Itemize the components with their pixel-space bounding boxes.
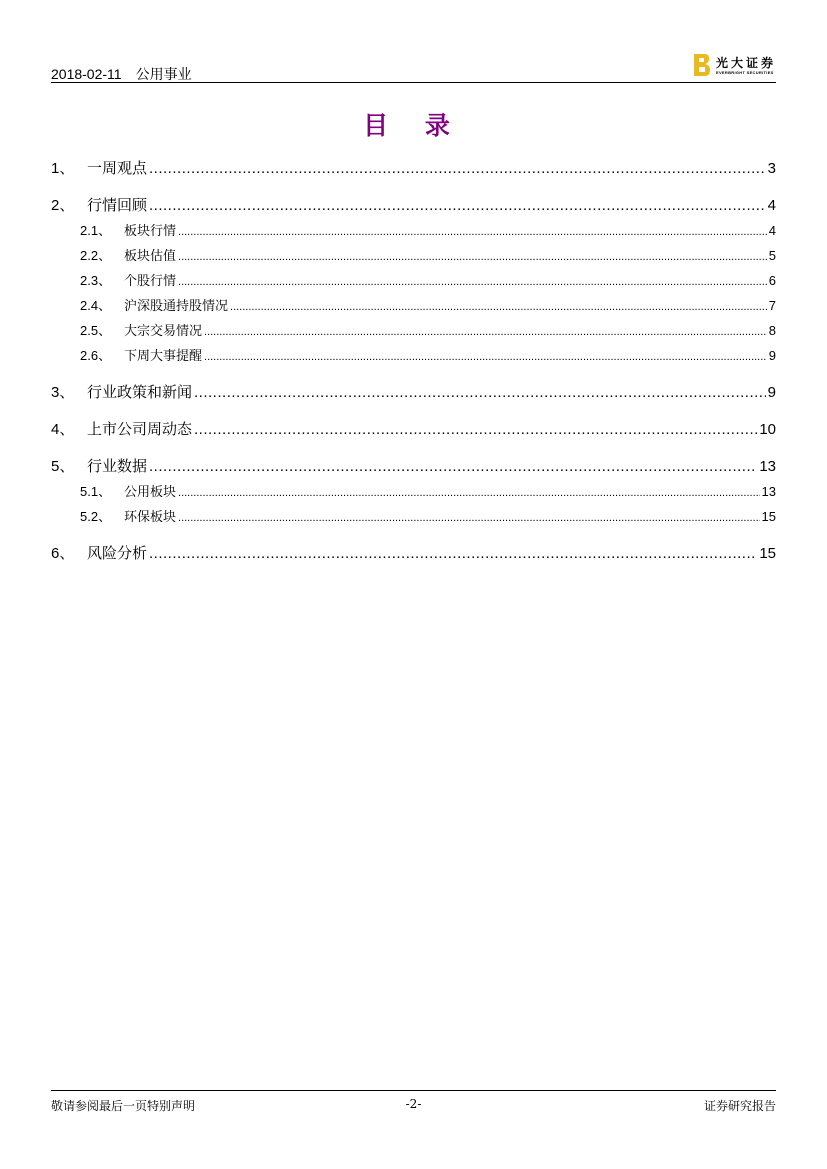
toc-subentry[interactable]: 2.1、 板块行情 ..... 4 (51, 218, 776, 243)
header-info (51, 64, 192, 84)
page-number: -2- (405, 1097, 422, 1111)
toc-subentry[interactable]: 2.6、 下周大事提醒 ..... 9 (51, 343, 776, 380)
footer-doc-type: 证券研究报告 (703, 1099, 776, 1113)
table-of-contents (51, 156, 776, 578)
toc-subentry[interactable]: 2.2、 板块估值 ..... 5 (51, 243, 776, 268)
page-header (51, 50, 776, 83)
logo-text-en: EVERBRIGHT SECURITIES (715, 69, 774, 75)
toc-title: 目 录 (363, 111, 464, 140)
footer-disclaimer: 敬请参阅最后一页特别声明 (51, 1099, 196, 1113)
toc-entry[interactable]: 4、 上市公司周动态 ..... 10 (51, 417, 776, 454)
logo-mark-icon (694, 54, 710, 76)
toc-subentry[interactable]: 2.5、 大宗交易情况 ..... 8 (51, 318, 776, 343)
report-date: 2018-02-11 (51, 66, 122, 82)
toc-entry[interactable]: 6、 风险分析 ..... 15 (51, 541, 776, 578)
report-sector: 公用事业 (135, 66, 192, 82)
toc-subentry[interactable]: 2.3、 个股行情 ..... 6 (51, 268, 776, 293)
toc-subentry[interactable]: 5.1、 公用板块 ..... 13 (51, 479, 776, 504)
toc-entry[interactable]: 2、 行情回顾 ..... 4 (51, 193, 776, 218)
page-footer (51, 1090, 776, 1117)
toc-entry[interactable]: 3、 行业政策和新闻 ..... 9 (51, 380, 776, 417)
toc-subentry[interactable]: 2.4、 沪深股通持股情况 ..... 7 (51, 293, 776, 318)
logo-text-cn: 光大证券 (715, 55, 776, 70)
toc-entry[interactable]: 1、 一周观点 ..... 3 (51, 156, 776, 193)
everbright-logo (694, 54, 776, 76)
toc-entry[interactable]: 5、 行业数据 ..... 13 (51, 454, 776, 479)
toc-subentry[interactable]: 5.2、 环保板块 ..... 15 (51, 504, 776, 541)
